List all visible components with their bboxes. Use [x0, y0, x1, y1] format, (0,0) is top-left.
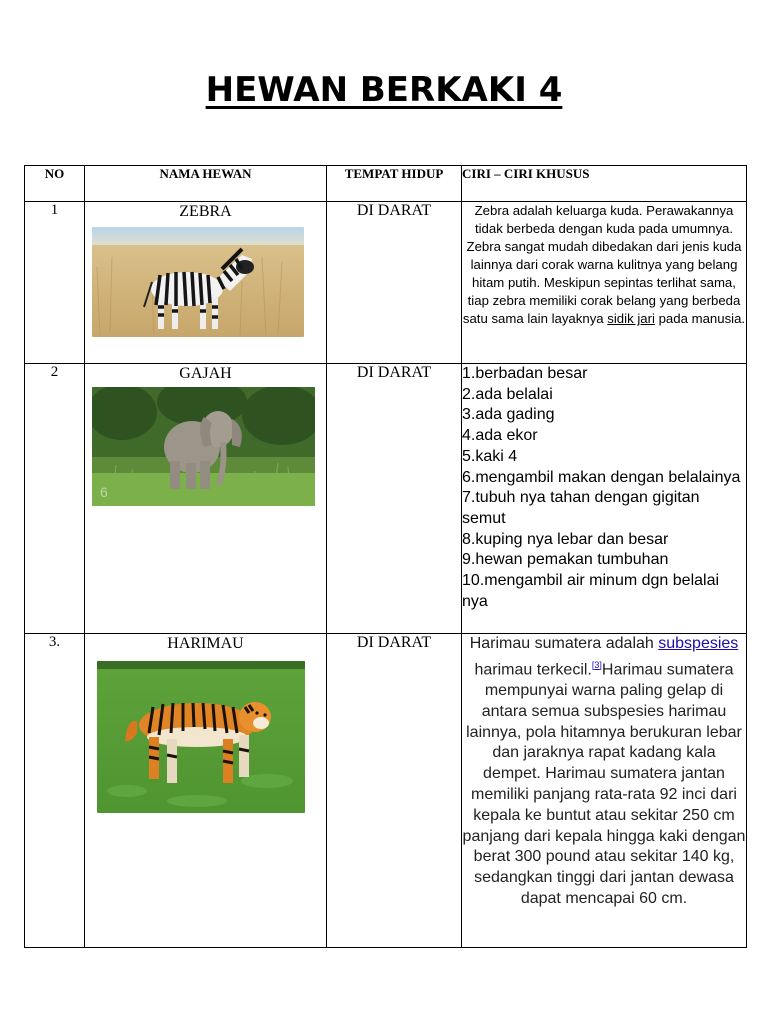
trait-item: 2.ada belalai — [462, 385, 553, 403]
traits-text-end: Harimau sumatera mempunyai warna paling gelap di antara semua subspesies harimau lainnya, pola hitamnya berukuran lebar dan jaraknya rapat kadang kala dempet. Harimau sumatera jantan memiliki panjang rata-rata 92 inci dari kepala ke buntut atau sekitar 250 cm panjang dari kepala hingga kaki dengan berat 300 pound atau sekitar 140 kg, sedangkan tinggi dari jantan dewasa dapat mencapai 60 cm. — [462, 661, 746, 907]
trait-item: 1.berbadan besar — [462, 365, 588, 382]
traits-cell — [462, 634, 747, 948]
trait-item: 10.mengambil air minum dgn belalai nya — [462, 572, 720, 610]
traits-text: Harimau sumatera adalah — [469, 635, 659, 652]
svg-text:6: 6 — [100, 484, 108, 500]
traits-text: Zebra adalah keluarga kuda. Perawakannya tidak berbeda dengan kuda pada umumnya. Zebra sangat mudah dibedakan dari jenis kuda lainnya dari corak warna kulitnya yang belang hitam putih. Meskipun sepintas terlihat sama, tiap zebra memiliki corak belang yang berbeda satu sama lain layaknya — [462, 203, 742, 326]
row-number: 2 — [25, 364, 85, 634]
page-title: HEWAN BERKAKI 4 — [205, 70, 563, 110]
habitat-cell: DI DARAT — [327, 364, 462, 634]
sidik-jari-link[interactable]: sidik jari — [607, 311, 655, 326]
row-number: 3. — [25, 634, 85, 948]
table-row — [25, 634, 747, 948]
animal-name: GAJAH — [179, 365, 232, 382]
animal-cell — [85, 202, 327, 364]
traits-text-end: pada manusia. — [654, 311, 746, 326]
trait-item: 6.mengambil makan dengan belalainya — [462, 468, 741, 486]
table-row — [25, 202, 747, 364]
habitat-cell: DI DARAT — [327, 634, 462, 948]
header-name: NAMA HEWAN — [85, 166, 327, 202]
row-number: 1 — [25, 202, 85, 364]
reference-link[interactable]: [3] — [591, 659, 602, 670]
trait-item: 8.kuping nya lebar dan besar — [462, 530, 669, 548]
header-no: NO — [25, 166, 85, 202]
animal-name: HARIMAU — [167, 635, 244, 652]
trait-item: 3.ada gading — [462, 406, 555, 424]
animal-cell — [85, 364, 327, 634]
animal-cell — [85, 634, 327, 948]
animals-table — [24, 165, 747, 948]
traits-cell — [462, 202, 747, 364]
tiger-photo — [97, 661, 305, 813]
traits-list — [462, 364, 747, 634]
table-row — [25, 364, 747, 634]
trait-item: 7.tubuh nya tahan dengan gigitan semut — [462, 489, 700, 527]
table-header-row — [25, 166, 747, 202]
traits-text-mid: harimau terkecil. — [474, 661, 592, 679]
trait-item: 5.kaki 4 — [462, 447, 518, 465]
trait-item: 4.ada ekor — [462, 427, 538, 445]
animal-name: ZEBRA — [179, 203, 232, 220]
trait-item: 9.hewan pemakan tumbuhan — [462, 551, 669, 569]
header-habitat: TEMPAT HIDUP — [327, 166, 462, 202]
header-traits: CIRI – CIRI KHUSUS — [462, 166, 747, 202]
elephant-photo — [92, 387, 315, 506]
habitat-cell: DI DARAT — [327, 202, 462, 364]
subspesies-link[interactable]: subspesies — [658, 635, 739, 652]
zebra-photo — [92, 227, 304, 337]
